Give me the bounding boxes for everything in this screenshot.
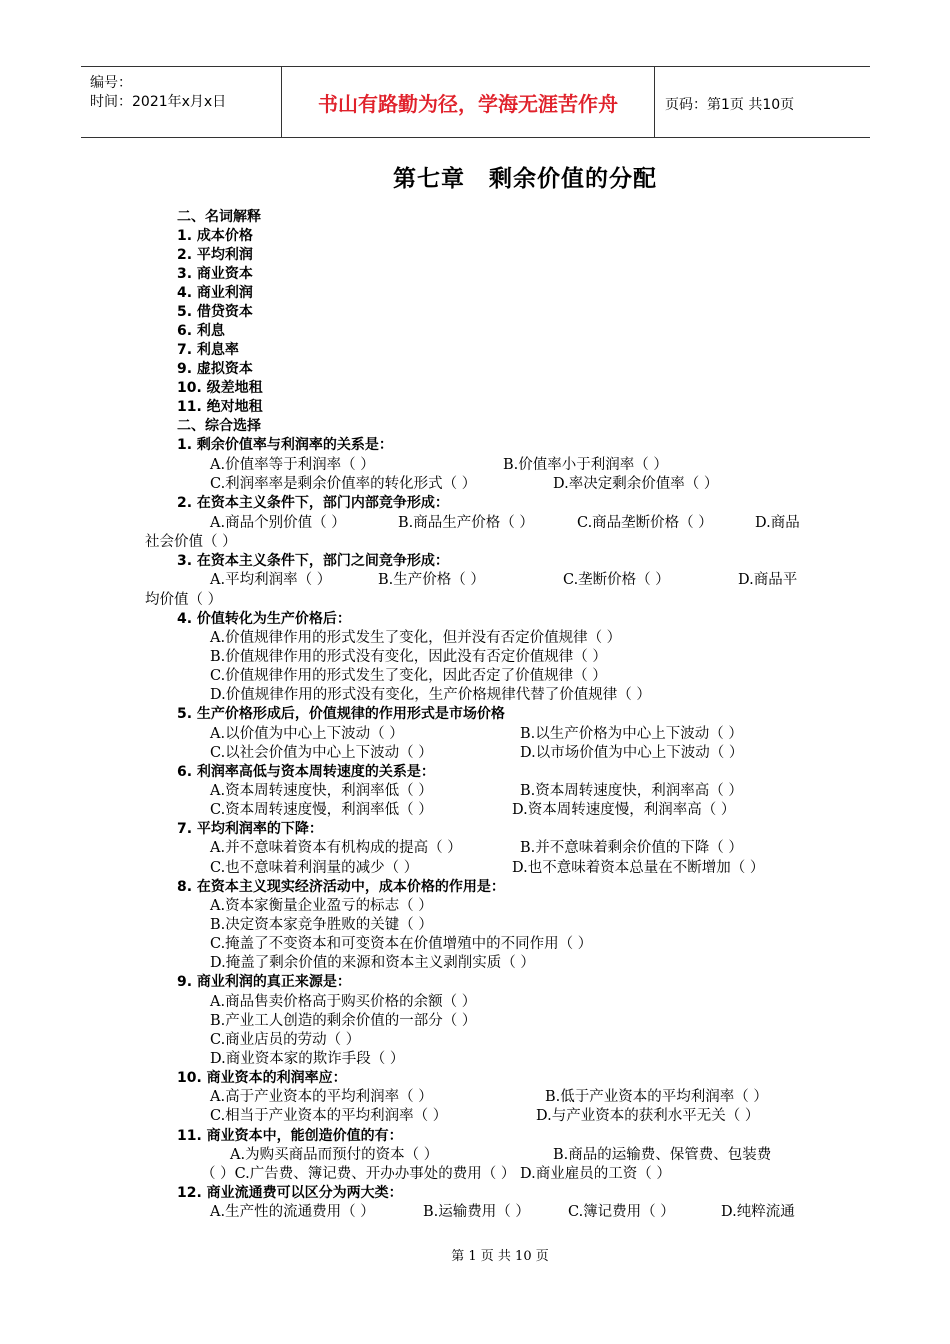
option-line: A.资本周转速度快，利润率低（ ）	[210, 783, 433, 799]
option-line: C.簿记费用（ ）	[568, 1204, 675, 1220]
header-motto: 书山有路勤为径，学海无涯苦作舟	[318, 91, 618, 116]
question-line: 二、名词解释	[177, 209, 261, 225]
question-line: 1. 成本价格	[177, 228, 253, 244]
option-line: （ ）C.广告费、簿记费、开办办事处的费用（ ） D.商业雇员的工资（ ）	[201, 1166, 671, 1182]
option-line: A.平均利润率（ ）	[210, 572, 332, 588]
option-line: D.商品	[755, 515, 800, 531]
option-line: B.价值规律作用的形式没有变化，因此没有否定价值规律（ ）	[210, 649, 607, 665]
question-line: 7. 利息率	[177, 342, 239, 358]
question-line: 9. 商业利润的真正来源是：	[177, 974, 351, 990]
option-line: B.以生产价格为中心上下波动（ ）	[520, 726, 743, 742]
option-line: A.价值率等于利润率（ ）	[210, 457, 375, 473]
header-page-info: 页码：第1页 共10页	[665, 97, 795, 113]
question-line: 2. 平均利润	[177, 247, 253, 263]
option-line: A.以价值为中心上下波动（ ）	[210, 726, 404, 742]
option-line: D.率决定剩余价值率（ ）	[553, 476, 719, 492]
option-line: 均价值（ ）	[145, 592, 223, 608]
question-line: 11. 商业资本中，能创造价值的有：	[177, 1128, 403, 1144]
option-line: D.商品平	[738, 572, 798, 588]
question-line: 10. 商业资本的利润率应：	[177, 1070, 347, 1086]
option-line: C.价值规律作用的形式发生了变化，因此否定了价值规律（ ）	[210, 668, 607, 684]
option-line: B.决定资本家竞争胜败的关键（ ）	[210, 917, 433, 933]
question-line: 6. 利息	[177, 323, 225, 339]
option-line: C.资本周转速度慢，利润率低（ ）	[210, 802, 433, 818]
option-line: B.产业工人创造的剩余价值的一部分（ ）	[210, 1013, 477, 1029]
option-line: C.以社会价值为中心上下波动（ ）	[210, 745, 433, 761]
question-line: 2. 在资本主义条件下，部门内部竞争形成：	[177, 495, 449, 511]
option-line: D.也不意味着资本总量在不断增加（ ）	[512, 860, 765, 876]
question-line: 6. 利润率高低与资本周转速度的关系是：	[177, 764, 435, 780]
option-line: C.利润率率是剩余价值率的转化形式（ ）	[210, 476, 477, 492]
option-line: D.纯粹流通	[721, 1204, 795, 1220]
option-line: C.商品垄断价格（ ）	[577, 515, 713, 531]
page-footer: 第 1 页 共 10 页	[451, 1249, 549, 1264]
option-line: C.也不意味着利润量的减少（ ）	[210, 860, 419, 876]
option-line: B.价值率小于利润率（ ）	[503, 457, 668, 473]
question-line: 11. 绝对地租	[177, 399, 263, 415]
option-line: A.价值规律作用的形式发生了变化，但并没有否定价值规律（ ）	[210, 630, 622, 646]
question-line: 12. 商业流通费可以区分为两大类：	[177, 1185, 403, 1201]
option-line: C.垄断价格（ ）	[563, 572, 670, 588]
chapter-title: 第七章 剩余价值的分配	[393, 166, 657, 192]
question-line: 4. 价值转化为生产价格后：	[177, 611, 351, 627]
option-line: B.资本周转速度快，利润率高（ ）	[520, 783, 743, 799]
question-line: 8. 在资本主义现实经济活动中，成本价格的作用是：	[177, 879, 505, 895]
question-line: 二、综合选择	[177, 418, 261, 434]
time-label: 时间：2021年x月x日	[90, 94, 227, 110]
option-line: D.掩盖了剩余价值的来源和资本主义剥削实质（ ）	[210, 955, 535, 971]
option-line: D.以市场价值为中心上下波动（ ）	[520, 745, 744, 761]
question-line: 1. 剩余价值率与利润率的关系是：	[177, 437, 393, 453]
question-line: 9. 虚拟资本	[177, 361, 253, 377]
option-line: B.商品生产价格（ ）	[398, 515, 534, 531]
option-line: C.相当于产业资本的平均利润率（ ）	[210, 1108, 448, 1124]
question-line: 4. 商业利润	[177, 285, 253, 301]
option-line: B.低于产业资本的平均利润率（ ）	[545, 1089, 768, 1105]
question-line: 3. 在资本主义条件下，部门之间竞争形成：	[177, 553, 449, 569]
option-line: A.商品售卖价格高于购买价格的余额（ ）	[210, 994, 477, 1010]
option-line: D.商业资本家的欺诈手段（ ）	[210, 1051, 405, 1067]
option-line: A.生产性的流通费用（ ）	[210, 1204, 375, 1220]
question-line: 7. 平均利润率的下降：	[177, 821, 323, 837]
number-label: 编号：	[90, 75, 132, 91]
option-line: C.商业店员的劳动（ ）	[210, 1032, 361, 1048]
option-line: B.运输费用（ ）	[423, 1204, 530, 1220]
option-line: B.并不意味着剩余价值的下降（ ）	[520, 840, 743, 856]
option-line: A.为购买商品而预付的资本（ ）	[230, 1147, 439, 1163]
question-line: 5. 生产价格形成后，价值规律的作用形式是市场价格	[177, 706, 505, 722]
option-line: C.掩盖了不变资本和可变资本在价值增殖中的不同作用（ ）	[210, 936, 593, 952]
question-line: 3. 商业资本	[177, 266, 253, 282]
option-line: 社会价值（ ）	[145, 534, 237, 550]
question-line: 5. 借贷资本	[177, 304, 253, 320]
option-line: B.商品的运输费、保管费、包装费	[553, 1147, 772, 1163]
option-line: A.商品个别价值（ ）	[210, 515, 346, 531]
question-line: 10. 级差地租	[177, 380, 263, 396]
option-line: A.并不意味着资本有机构成的提高（ ）	[210, 840, 462, 856]
option-line: A.高于产业资本的平均利润率（ ）	[210, 1089, 433, 1105]
option-line: B.生产价格（ ）	[378, 572, 485, 588]
option-line: D.与产业资本的获利水平无关（ ）	[536, 1108, 760, 1124]
option-line: D.资本周转速度慢，利润率高（ ）	[512, 802, 736, 818]
option-line: A.资本家衡量企业盈亏的标志（ ）	[210, 898, 433, 914]
option-line: D.价值规律作用的形式没有变化，生产价格规律代替了价值规律（ ）	[210, 687, 651, 703]
